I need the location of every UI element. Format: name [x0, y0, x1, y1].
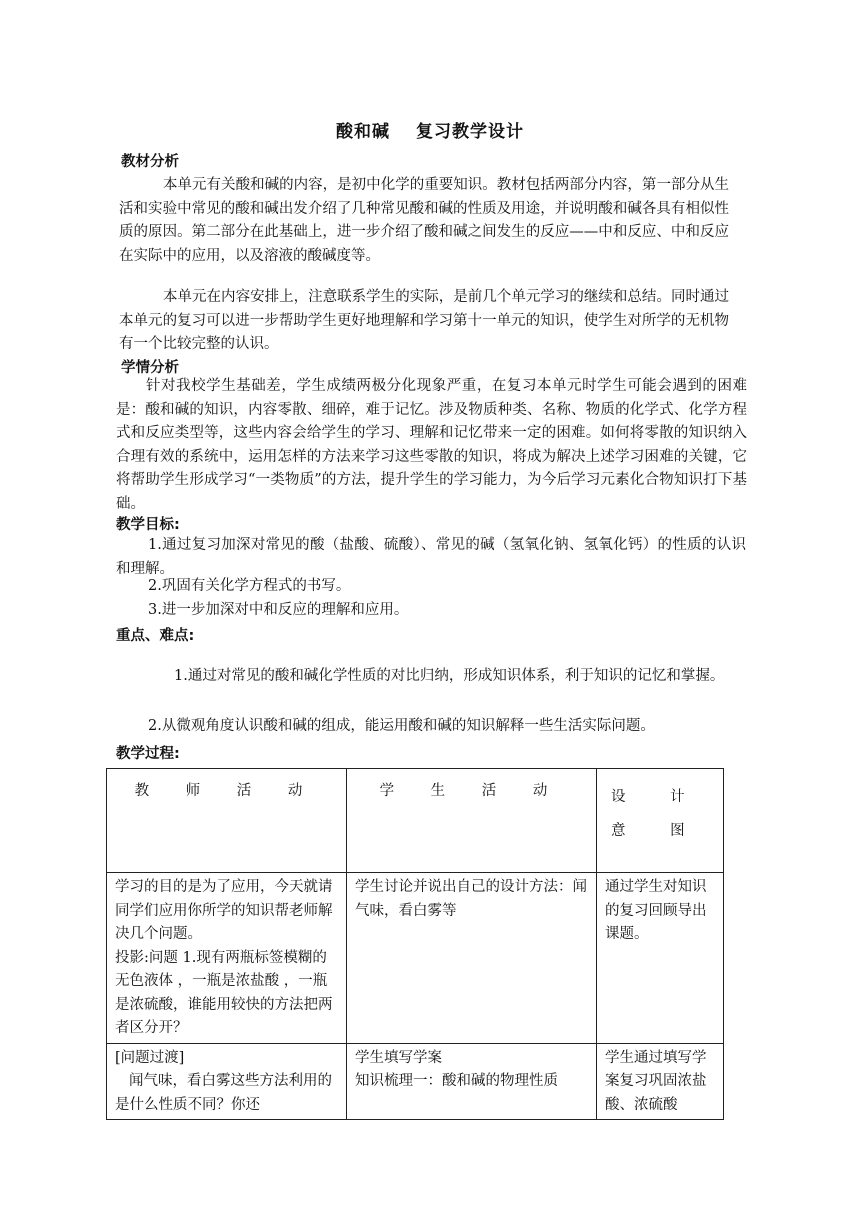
- goal-item-3: 3.进一步加深对中和反应的理解和应用。: [148, 602, 409, 618]
- design-intent-cell: [597, 1043, 724, 1120]
- table-row: [107, 873, 724, 1044]
- heading-student-analysis: 学情分析: [121, 360, 179, 376]
- column-header-teacher: 教 师 活 动: [107, 769, 347, 873]
- teacher-activity-cell: [107, 873, 347, 1044]
- table-header-row: [107, 769, 724, 873]
- table-row: [107, 1043, 724, 1120]
- teaching-process-table: [106, 768, 724, 1120]
- student-activity-text: 学生填写学案: [355, 1049, 442, 1066]
- teacher-activity-text-2: 闻气味，看白雾这些方法利用的是什么性质不同？你还: [115, 1073, 332, 1113]
- student-activity-text: 学生讨论并说出自己的设计方法：闻气味，看白雾等: [355, 879, 587, 919]
- teacher-activity-text: [问题过渡]: [115, 1049, 185, 1066]
- student-activity-text-2: 知识梳理一：酸和碱的物理性质: [355, 1073, 558, 1089]
- teacher-activity-cell: [107, 1043, 347, 1120]
- teacher-activity-text: 学习的目的是为了应用，今天就请同学们应用你所学的知识帮老师解决几个问题。: [115, 879, 333, 942]
- heading-teaching-process: 教学过程:: [116, 746, 180, 762]
- keypoint-item-2: 2.从微观角度认识酸和碱的组成，能运用酸和碱的知识解释一些生活实际问题。: [148, 718, 655, 734]
- document-title: [0, 117, 860, 142]
- keypoint-item-1: 1.通过对常见的酸和碱化学性质的对比归纳，形成知识体系，利于知识的记忆和掌握。: [174, 668, 725, 684]
- title-part-1: 酸和碱: [336, 122, 390, 142]
- student-activity-cell: [347, 1043, 597, 1120]
- title-part-2: 复习教学设计: [416, 122, 524, 142]
- goal-item-1: 1.通过复习加深对常见的酸（盐酸、硫酸）、常见的碱（氢氧化钠、氢氧化钙）的性质的认识和理解。: [116, 537, 746, 577]
- heading-material-analysis: 教材分析: [121, 154, 179, 170]
- design-intent-text: 学生通过填写学案复习巩固浓盐酸、浓硫酸: [605, 1049, 707, 1113]
- material-paragraph-1: 本单元有关酸和碱的内容，是初中化学的重要知识。教材包括两部分内容，第一部分从生活和实验中常见的酸和碱出发介绍了几种常见酸和碱的性质及用途，并说明酸和碱各具有相似性质的原因。第二部分在此基础上，进一步介绍了酸和碱之间发生的反应——中和反应、中和反应在实际中的应用，以及溶液的酸碱度等。: [119, 177, 729, 264]
- teacher-activity-text-2: 投影:问题 1.现有两瓶标签模糊的无色液体 ，一瓶是浓盐酸 ，一瓶是浓硫酸，谁能用较快的方法把两者区分开？: [115, 949, 333, 1036]
- design-intent-text: 通过学生对知识的复习回顾导出课题。: [605, 879, 707, 942]
- student-analysis-paragraph: 针对我校学生基础差，学生成绩两极分化现象严重，在复习本单元时学生可能会遇到的困难是：酸和碱的知识，内容零散、细碎，难于记忆。涉及物质种类、名称、物质的化学式、化学方程式和反应类型等，这些内容会给学生的学习、理解和记忆带来一定的困难。如何将零散的知识纳入合理有效的系统中，运用怎样的方法来学习这些零散的知识，将成为解决上述学习困难的关键，它将帮助学生形成学习“一类物质”的方法，提升学生的学习能力，为今后学习元素化合物知识打下基础。: [116, 378, 747, 512]
- goal-item-2: 2.巩固有关化学方程式的书写。: [148, 578, 351, 594]
- column-header-intent: 设 计 意 图: [597, 769, 724, 873]
- design-intent-cell: [597, 873, 724, 1044]
- heading-key-points: 重点、难点:: [116, 628, 195, 644]
- heading-teaching-goals: 教学目标:: [116, 517, 180, 533]
- student-activity-cell: [347, 873, 597, 1044]
- material-paragraph-2: 本单元在内容安排上，注意联系学生的实际，是前几个单元学习的继续和总结。同时通过本单元的复习可以进一步帮助学生更好地理解和学习第十一单元的知识，使学生对所学的无机物有一个比较完整的认识。: [119, 289, 729, 352]
- column-header-student: 学 生 活 动: [347, 769, 597, 873]
